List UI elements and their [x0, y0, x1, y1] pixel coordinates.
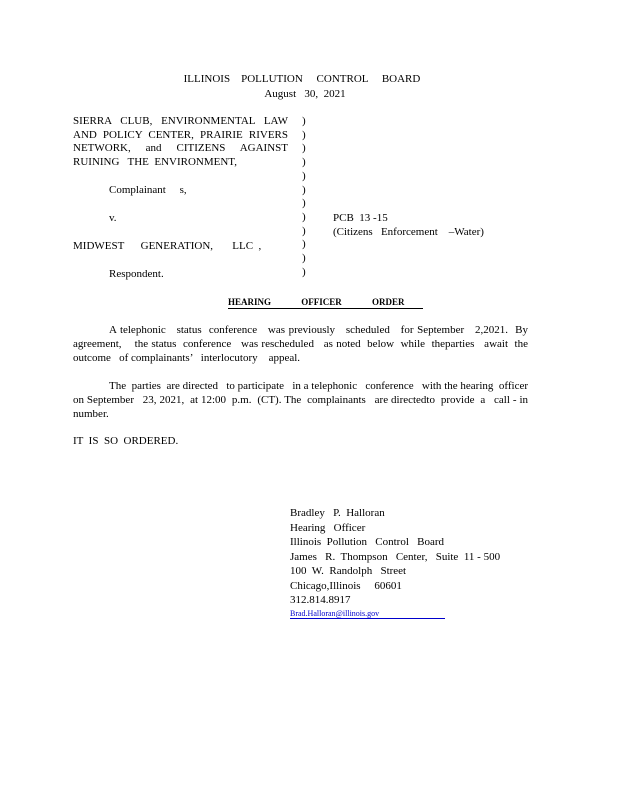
- caption-line-4: RUINING THE ENVIRONMENT,: [73, 156, 237, 168]
- caption-paren: ): [302, 238, 306, 251]
- email-link[interactable]: Brad.Halloran@illinois.gov: [290, 609, 445, 619]
- versus-label: v.: [109, 212, 117, 224]
- paragraph-line: outcome of complainants’ interlocutory appeal.: [73, 352, 301, 364]
- paragraph-line: number.: [73, 408, 109, 420]
- signature-address-1: James R. Thompson Center, Suite 11 - 500: [290, 550, 501, 563]
- caption-paren: ): [302, 142, 306, 155]
- paragraph-directions: [73, 379, 528, 421]
- signature-phone: 312.814.8917: [290, 594, 351, 606]
- caption-paren: ): [302, 197, 306, 210]
- signature-title: Hearing Officer: [290, 521, 366, 534]
- paragraph-line: The parties are directed to participate in a telephonic conference with the hearing officer: [109, 380, 528, 392]
- caption-paren: ): [302, 210, 306, 223]
- signature-org: Illinois Pollution Control Board: [290, 536, 445, 548]
- paragraph-status-conference: [73, 323, 528, 365]
- caption-paren: ): [302, 183, 306, 196]
- closing-statement: IT IS SO ORDERED.: [73, 435, 179, 447]
- respondent-name: MIDWEST GENERATION, LLC ,: [73, 240, 262, 252]
- order-heading: HEARING OFFICER ORDER: [228, 297, 423, 309]
- caption-paren: ): [302, 265, 306, 278]
- signature-email-row: [290, 606, 445, 622]
- caption-line-2: AND POLICY CENTER, PRAIRIE RIVERS: [73, 128, 288, 141]
- paragraph-line: agreement, the status conference was rescheduled as noted below while theparties await the: [73, 338, 528, 350]
- caption-paren: ): [302, 169, 306, 182]
- caption-paren: ): [302, 115, 306, 127]
- complainants-label: Complainant s,: [109, 184, 187, 196]
- paragraph-line: on September 23, 2021, at 12:00 p.m. (CT). The complainants are directedto provide a call - in: [73, 394, 528, 406]
- caption-line-1: SIERRA CLUB, ENVIRONMENTAL LAW: [73, 115, 288, 127]
- case-number: PCB 13 -15: [333, 212, 388, 224]
- caption-paren: ): [302, 224, 306, 237]
- caption-paren: ): [302, 252, 306, 264]
- signature-address-2: 100 W. Randolph Street: [290, 565, 407, 577]
- paragraph-line: A telephonic status conference was previously scheduled for September 2,2021. By: [109, 324, 528, 336]
- caption-paren: ): [302, 128, 306, 141]
- signature-name: Bradley P. Halloran: [290, 507, 385, 519]
- caption-line-3: NETWORK, and CITIZENS AGAINST: [73, 142, 288, 155]
- caption-paren: ): [302, 156, 306, 169]
- signature-address-3: Chicago,Illinois 60601: [290, 579, 402, 592]
- order-date: August 30, 2021: [264, 88, 346, 100]
- case-type: (Citizens Enforcement –Water): [333, 226, 484, 238]
- respondent-label: Respondent.: [109, 268, 164, 280]
- board-title: ILLINOIS POLLUTION CONTROL BOARD: [183, 73, 421, 85]
